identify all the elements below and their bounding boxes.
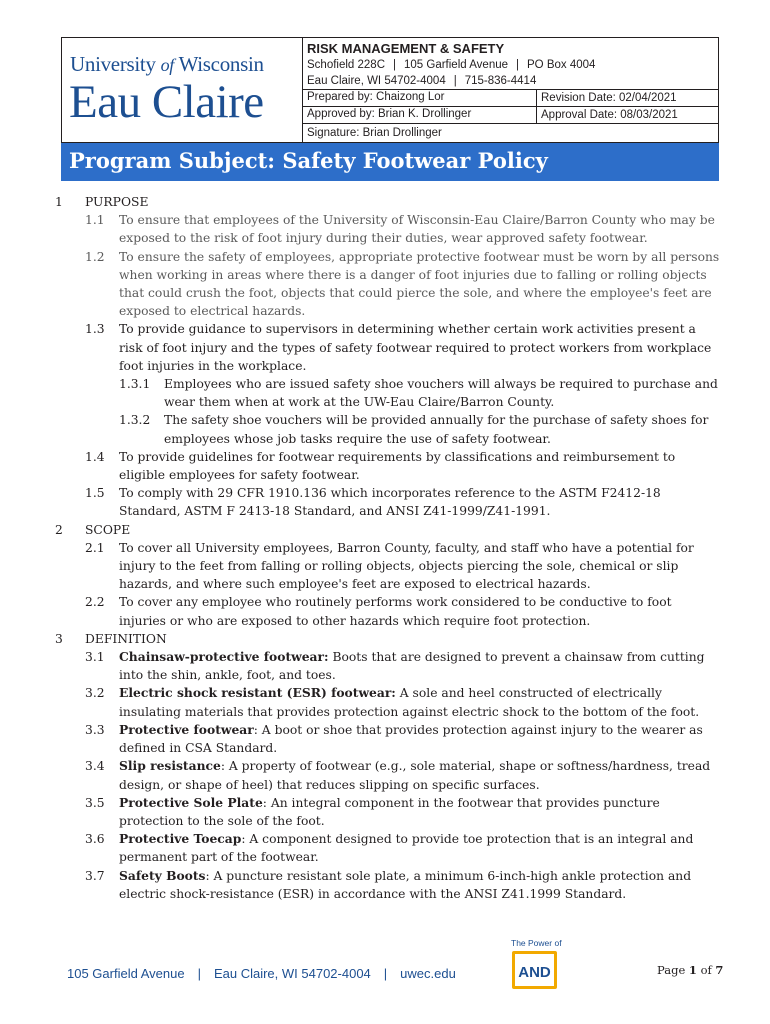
definition-term: Chainsaw-protective footwear: xyxy=(119,649,329,665)
footer-website: uwec.edu xyxy=(400,966,456,981)
city-phone-line: Eau Claire, WI 54702-4004 | 715-836-4414 xyxy=(307,75,537,87)
department-title: RISK MANAGEMENT & SAFETY xyxy=(307,41,505,56)
approved-by: Approved by: Brian K. Drollinger xyxy=(307,108,472,120)
list-item: 1.2 To ensure the safety of employees, appropriate protective footwear must be worn by all persons when working in areas where there is a danger of foot injuries due to falling or rolling objects that could crush the foot, objects that could pierce the sole, and where the employee's feet are exposed to electrical hazards. xyxy=(85,249,720,319)
header-table xyxy=(61,37,719,143)
definition-item: 3.4 Slip resistance: A property of footwear (e.g., sole material, shape or softness/hardness, tread design, or shape of heel) that reduces slipping on specific surfaces. xyxy=(85,758,711,792)
list-item: 1.3.1 Employees who are issued safety shoe vouchers will always be required to purchase and wear them when at work at the UW-Eau Claire/Barron County. xyxy=(119,377,718,410)
definition-term: Slip resistance xyxy=(119,758,221,774)
approval-date: Approval Date: 08/03/2021 xyxy=(536,107,678,124)
footer-address: 105 Garfield Avenue | Eau Claire, WI 54702-4004 | uwec.edu xyxy=(67,966,456,981)
list-item: 1.3 To provide guidance to supervisors in determining whether certain work activities present a risk of foot injury and the types of safety footwear required to protect workers from workplace foot injuries in the workplace. xyxy=(85,322,712,373)
power-of-and-logo: The Power of AND xyxy=(509,938,561,998)
list-item: 2.1 To cover all University employees, Barron County, faculty, and staff who have a potential for injury to the feet from falling or rolling objects, objects piercing the sole, chemical or slip hazards, and where such employee's feet are exposed to electrical hazards. xyxy=(85,540,694,592)
list-item: 1.3.2 The safety shoe vouchers will be provided annually for the purchase of safety shoes for employees whose job tasks require the use of safety footwear. xyxy=(119,413,709,446)
address-line: Schofield 228C | 105 Garfield Avenue | PO Box 4004 xyxy=(307,59,596,71)
definition-term: Electric shock resistant (ESR) footwear: xyxy=(119,685,396,701)
definition-term: Protective footwear xyxy=(119,721,254,737)
logo-university-line: University of Wisconsin xyxy=(70,52,264,76)
page-number: Page 1 of 7 xyxy=(657,963,724,977)
prepared-by: Prepared by: Chaizong Lor xyxy=(307,91,445,103)
definition-term: Safety Boots xyxy=(119,867,206,883)
definition-item: 3.6 Protective Toecap: A component designed to provide toe protection that is an integral and permanent part of the footwear. xyxy=(85,831,694,865)
definition-item: 3.2 Electric shock resistant (ESR) footwear: A sole and heel constructed of electrically insulating materials that provides protection against electric shock to the bottom of the foot. xyxy=(85,685,700,719)
list-item: 1.4 To provide guidelines for footwear requirements by classifications and reimbursement to eligible employees for safety footwear. xyxy=(85,449,676,483)
list-item: 1.1 To ensure that employees of the University of Wisconsin-Eau Claire/Barron County who may be exposed to the risk of foot injury during their duties, wear approved safety footwear. xyxy=(85,213,715,246)
definition-item: 3.5 Protective Sole Plate: An integral component in the footwear that provides puncture protection to the sole of the foot. xyxy=(85,794,660,828)
definition-term: Protective Sole Plate xyxy=(119,794,263,810)
program-subject-title: Program Subject: Safety Footwear Policy xyxy=(61,143,719,181)
section-heading: SCOPE xyxy=(85,522,131,537)
revision-date: Revision Date: 02/04/2021 xyxy=(536,90,677,107)
signature: Signature: Brian Drollinger xyxy=(307,127,442,139)
section-heading: PURPOSE xyxy=(85,195,149,209)
section-heading: DEFINITION xyxy=(85,631,167,646)
definition-term: Protective Toecap xyxy=(119,831,242,847)
section-purpose: 1 PURPOSE xyxy=(55,195,149,209)
list-item: 1.5 To comply with 29 CFR 1910.136 which incorporates reference to the ASTM F2412-18 Standard, ASTM F 2413-18 Standard, and ANSI Z41-1999/Z41-1991. xyxy=(85,486,661,519)
definition-item: 3.3 Protective footwear: A boot or shoe that provides protection against injury to the wearer as defined in CSA Standard. xyxy=(85,721,703,756)
definition-item: 3.1 Chainsaw-protective footwear: Boots that are designed to prevent a chainsaw from cutting into the shin, ankle, foot, and toes. xyxy=(85,649,705,683)
logo-eau-claire: Eau Claire xyxy=(69,76,264,128)
section-definition: 3 DEFINITION xyxy=(55,631,167,646)
section-scope: 2 SCOPE xyxy=(55,522,131,537)
header-info xyxy=(303,38,718,142)
list-item: 2.2 To cover any employee who routinely performs work considered to be conductive to foot injuries or who are exposed to other hazards which require foot protection. xyxy=(85,595,672,628)
policy-outline xyxy=(55,193,720,903)
definition-item: 3.7 Safety Boots: A puncture resistant sole plate, a minimum 6-inch-high ankle protection and electric shock-resistance (ESR) in accordance with the ANSI Z41.1999 Standard. xyxy=(85,867,692,901)
uwec-logo xyxy=(62,38,303,142)
